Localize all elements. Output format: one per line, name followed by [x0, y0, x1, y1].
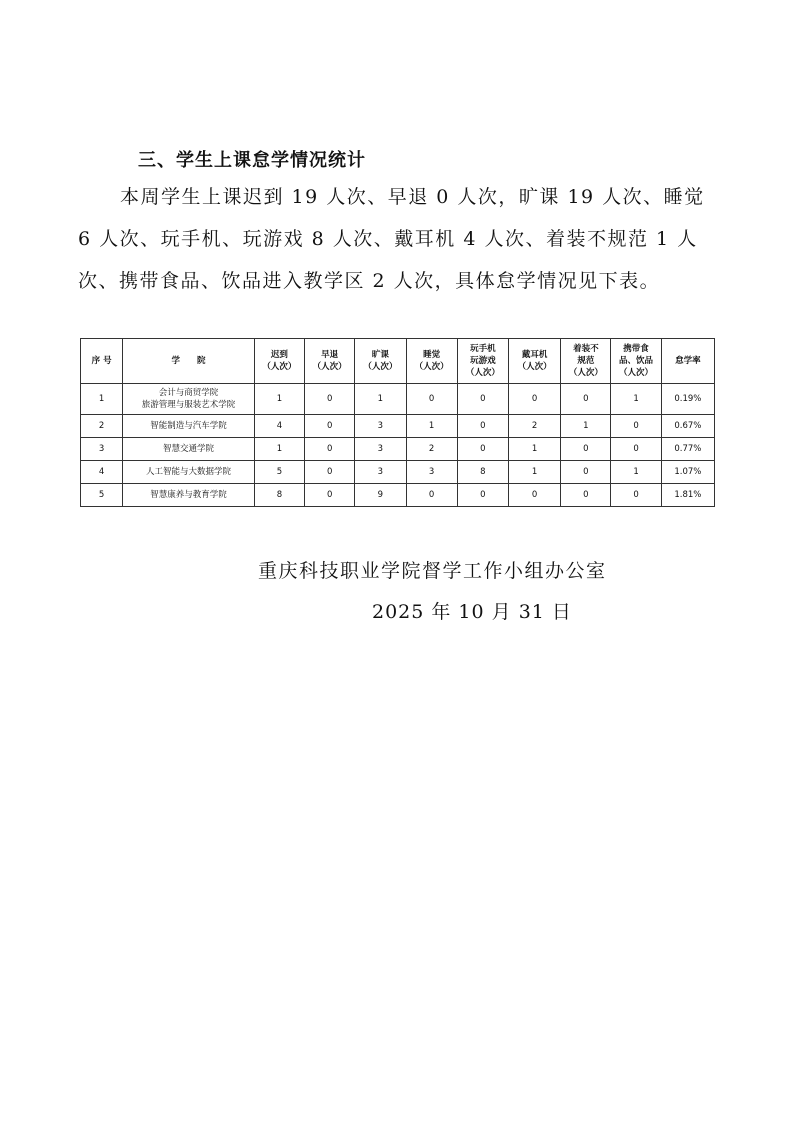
cell-late: 1	[254, 384, 304, 415]
cell-college: 智慧康养与教育学院	[123, 484, 255, 507]
cell-rate: 1.07%	[661, 461, 714, 484]
cell-absent: 3	[355, 415, 406, 438]
col-header-absent: 旷课 （人次）	[355, 339, 406, 384]
cell-phone: 0	[457, 415, 508, 438]
cell-late: 1	[254, 438, 304, 461]
cell-phone: 8	[457, 461, 508, 484]
cell-rate: 0.77%	[661, 438, 714, 461]
cell-late: 4	[254, 415, 304, 438]
table-row	[81, 384, 715, 415]
cell-absent: 3	[355, 461, 406, 484]
col-header-phone: 玩手机 玩游戏 （人次）	[457, 339, 508, 384]
col-header-no: 序 号	[81, 339, 123, 384]
col-header-dress: 着装不 规范 （人次）	[561, 339, 611, 384]
col-header-sleep: 睡觉 （人次）	[406, 339, 457, 384]
cell-early: 0	[305, 384, 355, 415]
cell-college: 会计与商贸学院 旅游管理与服装艺术学院	[123, 384, 255, 415]
cell-early: 0	[305, 438, 355, 461]
col-header-food: 携带食 品、饮品 （人次）	[611, 339, 661, 384]
cell-food: 0	[611, 415, 661, 438]
cell-earphone: 1	[508, 438, 560, 461]
table-row	[81, 438, 715, 461]
cell-no: 3	[81, 438, 123, 461]
col-header-late: 迟到 （人次）	[254, 339, 304, 384]
col-header-earphone: 戴耳机 （人次）	[508, 339, 560, 384]
table-header-row	[81, 339, 715, 384]
cell-sleep: 2	[406, 438, 457, 461]
office-signature: 重庆科技职业学院督学工作小组办公室	[258, 560, 607, 582]
cell-absent: 9	[355, 484, 406, 507]
col-header-college: 学 院	[123, 339, 255, 384]
cell-food: 0	[611, 438, 661, 461]
cell-no: 4	[81, 461, 123, 484]
cell-phone: 0	[457, 384, 508, 415]
cell-college: 人工智能与大数据学院	[123, 461, 255, 484]
cell-college: 智慧交通学院	[123, 438, 255, 461]
cell-rate: 0.67%	[661, 415, 714, 438]
cell-sleep: 3	[406, 461, 457, 484]
cell-dress: 1	[561, 415, 611, 438]
cell-dress: 0	[561, 484, 611, 507]
cell-no: 5	[81, 484, 123, 507]
cell-dress: 0	[561, 384, 611, 415]
cell-phone: 0	[457, 438, 508, 461]
cell-late: 8	[254, 484, 304, 507]
truancy-stats-table	[80, 338, 715, 507]
col-header-early: 早退 （人次）	[305, 339, 355, 384]
cell-earphone: 2	[508, 415, 560, 438]
cell-early: 0	[305, 484, 355, 507]
cell-absent: 1	[355, 384, 406, 415]
cell-food: 1	[611, 384, 661, 415]
cell-earphone: 0	[508, 384, 560, 415]
cell-earphone: 1	[508, 461, 560, 484]
cell-early: 0	[305, 415, 355, 438]
cell-sleep: 0	[406, 384, 457, 415]
cell-earphone: 0	[508, 484, 560, 507]
summary-paragraph: 本周学生上课迟到 19 人次、早退 0 人次，旷课 19 人次、睡觉 6 人次、玩手机、玩游戏 8 人次、戴耳机 4 人次、着装不规范 1 人次、携带食品、饮品进入教学区 2 人次，具体怠学情况见下表。	[78, 186, 705, 292]
cell-no: 1	[81, 384, 123, 415]
cell-absent: 3	[355, 438, 406, 461]
cell-sleep: 0	[406, 484, 457, 507]
cell-rate: 1.81%	[661, 484, 714, 507]
section-heading: 三、学生上课怠学情况统计	[138, 150, 366, 171]
cell-dress: 0	[561, 461, 611, 484]
cell-no: 2	[81, 415, 123, 438]
cell-college: 智能制造与汽车学院	[123, 415, 255, 438]
cell-dress: 0	[561, 438, 611, 461]
cell-phone: 0	[457, 484, 508, 507]
table-row	[81, 461, 715, 484]
col-header-rate: 怠学率	[661, 339, 714, 384]
cell-late: 5	[254, 461, 304, 484]
table-row	[81, 415, 715, 438]
cell-early: 0	[305, 461, 355, 484]
cell-sleep: 1	[406, 415, 457, 438]
table-row	[81, 484, 715, 507]
cell-food: 1	[611, 461, 661, 484]
cell-food: 0	[611, 484, 661, 507]
signature-date: 2025 年 10 月 31 日	[372, 601, 572, 623]
cell-rate: 0.19%	[661, 384, 714, 415]
